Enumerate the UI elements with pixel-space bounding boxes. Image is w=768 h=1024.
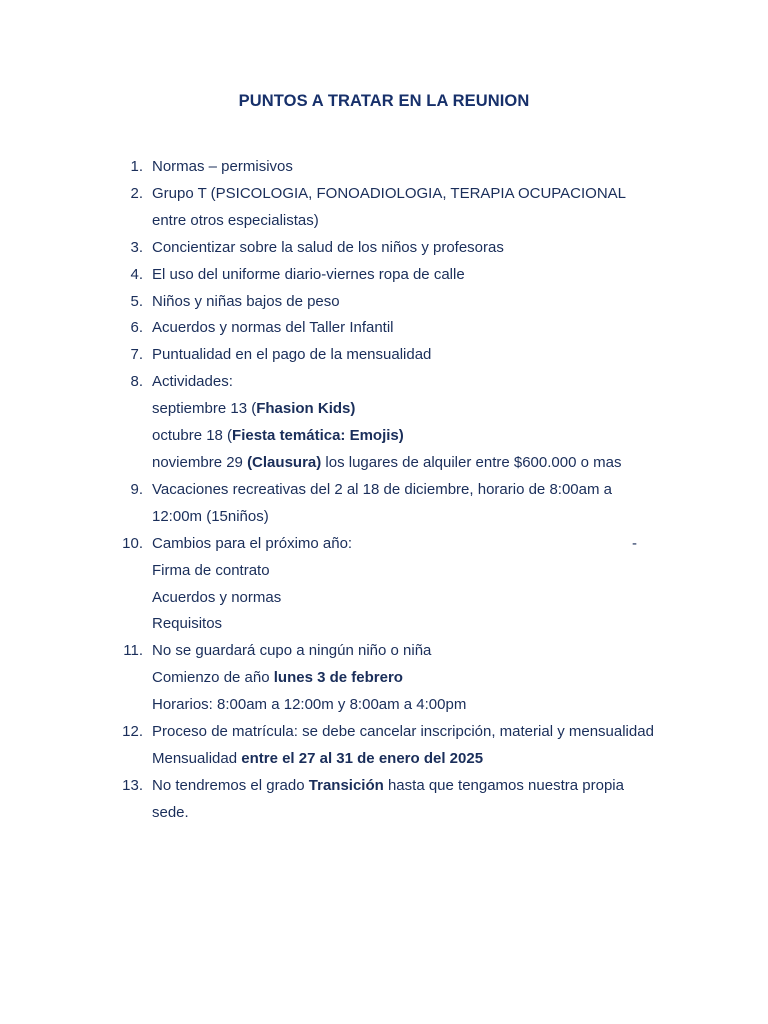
line-text: Firma de contrato bbox=[152, 561, 270, 579]
line-text: 12:00m (15niños) bbox=[152, 507, 269, 525]
list-item-line bbox=[152, 289, 680, 316]
line-text: Comienzo de año bbox=[152, 669, 274, 687]
line-text: Acuerdos y normas bbox=[152, 588, 282, 606]
list-item bbox=[100, 369, 680, 477]
list-item-line bbox=[152, 396, 680, 423]
line-text: septiembre 13 ( bbox=[152, 400, 257, 418]
line-text: Proceso de matrícula: se debe cancelar inscripción, material y mensualidad bbox=[152, 723, 654, 741]
list-item-number: 9. bbox=[130, 480, 143, 498]
list-item bbox=[100, 289, 680, 316]
line-text: No se guardará cupo a ningún niño o niña bbox=[152, 642, 432, 660]
list-item-line bbox=[152, 692, 680, 719]
line-bold-text: Transición bbox=[308, 776, 384, 794]
list-item bbox=[100, 773, 680, 827]
list-item bbox=[100, 315, 680, 342]
list-item-line bbox=[152, 638, 680, 665]
line-text-continued: hasta que tengamos nuestra propia bbox=[383, 776, 624, 794]
list-item-line bbox=[152, 342, 680, 369]
line-text: Cambios para el próximo año: bbox=[152, 534, 353, 552]
line-text: Grupo T (PSICOLOGIA, FONOADIOLOGIA, TERAPIA OCUPACIONAL bbox=[152, 184, 627, 202]
list-item-line bbox=[152, 773, 680, 800]
line-bold-text: entre el 27 al 31 de enero del 2025 bbox=[241, 749, 484, 767]
line-bold-text: lunes 3 de febrero bbox=[273, 669, 403, 687]
line-text: Niños y niñas bajos de peso bbox=[152, 292, 340, 310]
list-item-line bbox=[152, 746, 680, 773]
line-text: Mensualidad bbox=[152, 749, 242, 767]
list-item-number: 4. bbox=[130, 265, 143, 283]
line-text: Vacaciones recreativas del 2 al 18 de diciembre, horario de 8:00am a bbox=[152, 480, 612, 498]
list-item bbox=[100, 477, 680, 531]
list-item-number: 8. bbox=[130, 373, 143, 391]
list-item bbox=[100, 638, 680, 719]
line-text: Concientizar sobre la salud de los niños y profesoras bbox=[152, 238, 504, 256]
list-item-line bbox=[152, 504, 680, 531]
list-item-number: 3. bbox=[130, 238, 143, 256]
list-item bbox=[100, 235, 680, 262]
page-title: PUNTOS A TRATAR EN LA REUNION bbox=[238, 92, 530, 110]
list-item bbox=[100, 342, 680, 369]
list-item-line bbox=[152, 423, 680, 450]
list-item-line bbox=[152, 181, 680, 208]
line-text: Puntualidad en el pago de la mensualidad bbox=[152, 346, 432, 364]
list-item-number: 2. bbox=[130, 184, 143, 202]
line-text: entre otros especialistas) bbox=[152, 211, 319, 229]
line-text: Requisitos bbox=[152, 615, 223, 633]
list-item-number: 10. bbox=[122, 534, 143, 552]
line-text: sede. bbox=[152, 803, 189, 821]
list-item-line bbox=[152, 585, 680, 612]
line-bold-text: Fiesta temática: Emojis) bbox=[232, 427, 404, 445]
line-text: Acuerdos y normas del Taller Infantil bbox=[152, 319, 394, 337]
list-item bbox=[100, 531, 680, 639]
line-text: Normas – permisivos bbox=[152, 158, 293, 175]
list-item-number: 13. bbox=[122, 776, 143, 794]
agenda-list bbox=[100, 154, 680, 827]
list-item-line bbox=[152, 800, 680, 827]
bullet-dash: - bbox=[632, 534, 637, 552]
line-text: Horarios: 8:00am a 12:00m y 8:00am a 4:00pm bbox=[152, 696, 467, 714]
list-item-number: 5. bbox=[130, 292, 143, 310]
list-item-line bbox=[152, 558, 680, 585]
line-text: noviembre 29 bbox=[152, 453, 248, 471]
line-text-continued: los lugares de alquiler entre $600.000 o mas bbox=[321, 453, 622, 471]
list-item-line bbox=[152, 235, 680, 262]
list-item bbox=[100, 154, 680, 181]
list-item-number: 7. bbox=[130, 346, 143, 364]
list-item-line bbox=[152, 208, 680, 235]
list-item-line bbox=[152, 665, 680, 692]
line-bold-text: Fhasion Kids) bbox=[256, 400, 356, 418]
line-text: El uso del uniforme diario-viernes ropa de calle bbox=[152, 265, 465, 283]
list-item bbox=[100, 719, 680, 773]
list-item-line bbox=[152, 315, 680, 342]
line-bold-text: (Clausura) bbox=[247, 453, 322, 471]
list-item-number: 1. bbox=[130, 158, 143, 175]
list-item-line bbox=[152, 531, 680, 558]
list-item-line bbox=[152, 477, 680, 504]
list-item-line bbox=[152, 719, 680, 746]
list-item-number: 6. bbox=[130, 319, 143, 337]
list-item bbox=[100, 262, 680, 289]
list-item bbox=[100, 181, 680, 235]
line-text: octubre 18 ( bbox=[152, 427, 233, 445]
list-item-line bbox=[152, 154, 680, 181]
list-item-line bbox=[152, 369, 680, 396]
line-text: No tendremos el grado bbox=[152, 776, 309, 794]
list-item-number: 11. bbox=[123, 642, 143, 660]
list-item-number: 12. bbox=[122, 723, 143, 741]
list-item-line bbox=[152, 611, 680, 638]
list-item-line bbox=[152, 262, 680, 289]
list-item-line bbox=[152, 450, 680, 477]
line-text: Actividades: bbox=[152, 373, 233, 391]
